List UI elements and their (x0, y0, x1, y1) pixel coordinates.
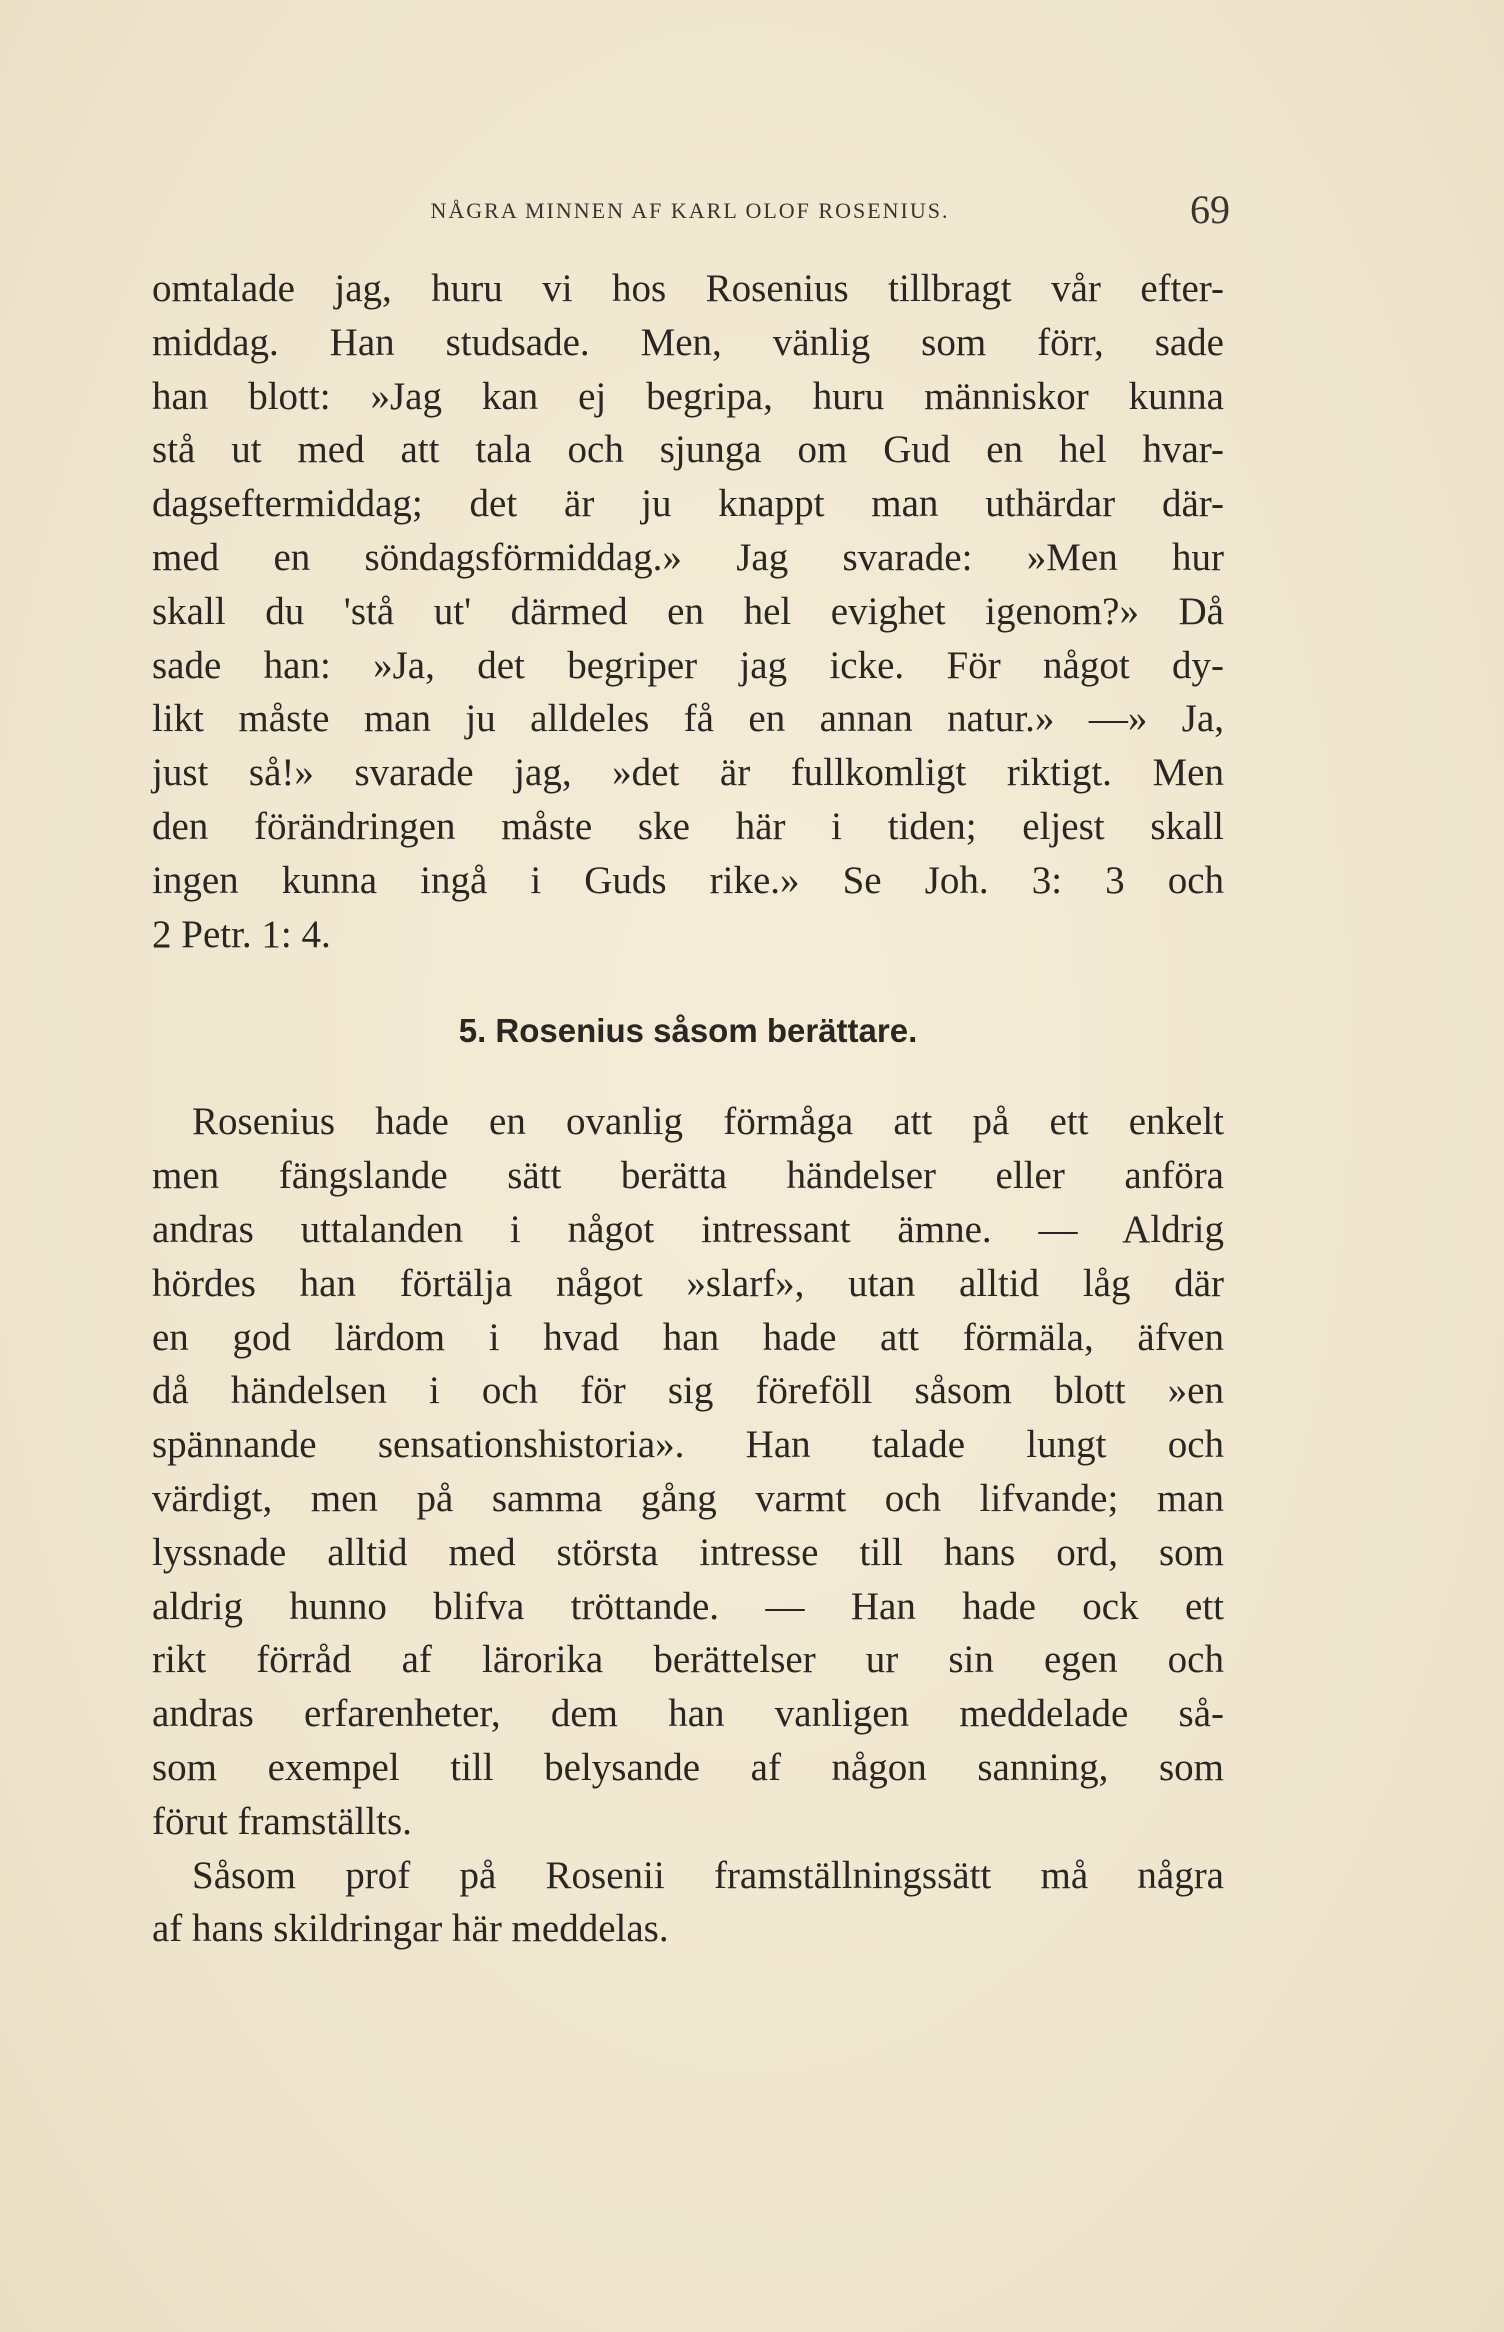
text-line: då händelsen i och för sig föreföll såsom blott »en (152, 1369, 1224, 1413)
paragraph (152, 1849, 1224, 1957)
text-line: likt måste man ju alldeles få en annan natur.» —» Ja, (152, 697, 1224, 741)
text-line: värdigt, men på samma gång varmt och lifvande; man (152, 1476, 1224, 1520)
paragraph (152, 262, 1224, 961)
text-line: aldrig hunno blifva tröttande. — Han hade ock ett (152, 1584, 1224, 1628)
page-number: 69 (1190, 187, 1230, 232)
text-line: just så!» svarade jag, »det är fullkomligt riktigt. Men (152, 751, 1224, 795)
page-header (150, 186, 1230, 246)
text-line: han blott: »Jag kan ej begripa, huru människor kunna (152, 374, 1224, 418)
text-line: den förändringen måste ske här i tiden; eljest skall (152, 804, 1224, 848)
text-line: middag. Han studsade. Men, vänlig som förr, sade (152, 320, 1224, 364)
text-line: sade han: »Ja, det begriper jag icke. För något dy- (152, 643, 1224, 687)
text-line: omtalade jag, huru vi hos Rosenius tillbragt vår efter- (152, 267, 1224, 310)
text-line: stå ut med att tala och sjunga om Gud en hel hvar- (152, 428, 1224, 472)
text-line: ingen kunna ingå i Guds rike.» Se Joh. 3: 3 och (152, 858, 1224, 902)
text-line: af hans skildringar här meddelas. (152, 1907, 669, 1951)
text-line: förut framställts. (152, 1799, 412, 1843)
section-heading: 5. Rosenius såsom berättare. (458, 1012, 918, 1050)
text-line: lyssnade alltid med största intresse till hans ord, som (152, 1530, 1224, 1574)
text-line: men fängslande sätt berätta händelser eller anföra (152, 1154, 1224, 1198)
text-line: spännande sensationshistoria». Han talade lungt och (152, 1423, 1224, 1467)
body-text (152, 262, 1224, 1956)
text-line: andras uttalanden i något intressant ämne. — Aldrig (152, 1207, 1224, 1251)
text-line: skall du 'stå ut' därmed en hel evighet igenom?» Då (152, 589, 1224, 633)
text-line: dagseftermiddag; det är ju knappt man uthärdar där- (152, 482, 1224, 526)
text-line: hördes han förtälja något »slarf», utan alltid låg där (152, 1261, 1224, 1305)
text-line: som exempel till belysande af någon sanning, som (152, 1745, 1224, 1789)
text-line: 2 Petr. 1: 4. (152, 912, 331, 956)
text-line: med en söndagsförmiddag.» Jag svarade: »Men hur (152, 535, 1224, 579)
text-line: rikt förråd af lärorika berättelser ur sin egen och (152, 1638, 1224, 1682)
running-title: NÅGRA MINNEN AF KARL OLOF ROSENIUS. (430, 198, 950, 223)
text-line: Rosenius hade en ovanlig förmåga att på ett enkelt (192, 1100, 1224, 1144)
text-line: Såsom prof på Rosenii framställningssätt må några (192, 1853, 1224, 1897)
paragraph (152, 1095, 1224, 1848)
text-line: andras erfarenheter, dem han vanligen meddelade så- (152, 1692, 1224, 1736)
text-line: en god lärdom i hvad han hade att förmäla, äfven (152, 1315, 1224, 1359)
